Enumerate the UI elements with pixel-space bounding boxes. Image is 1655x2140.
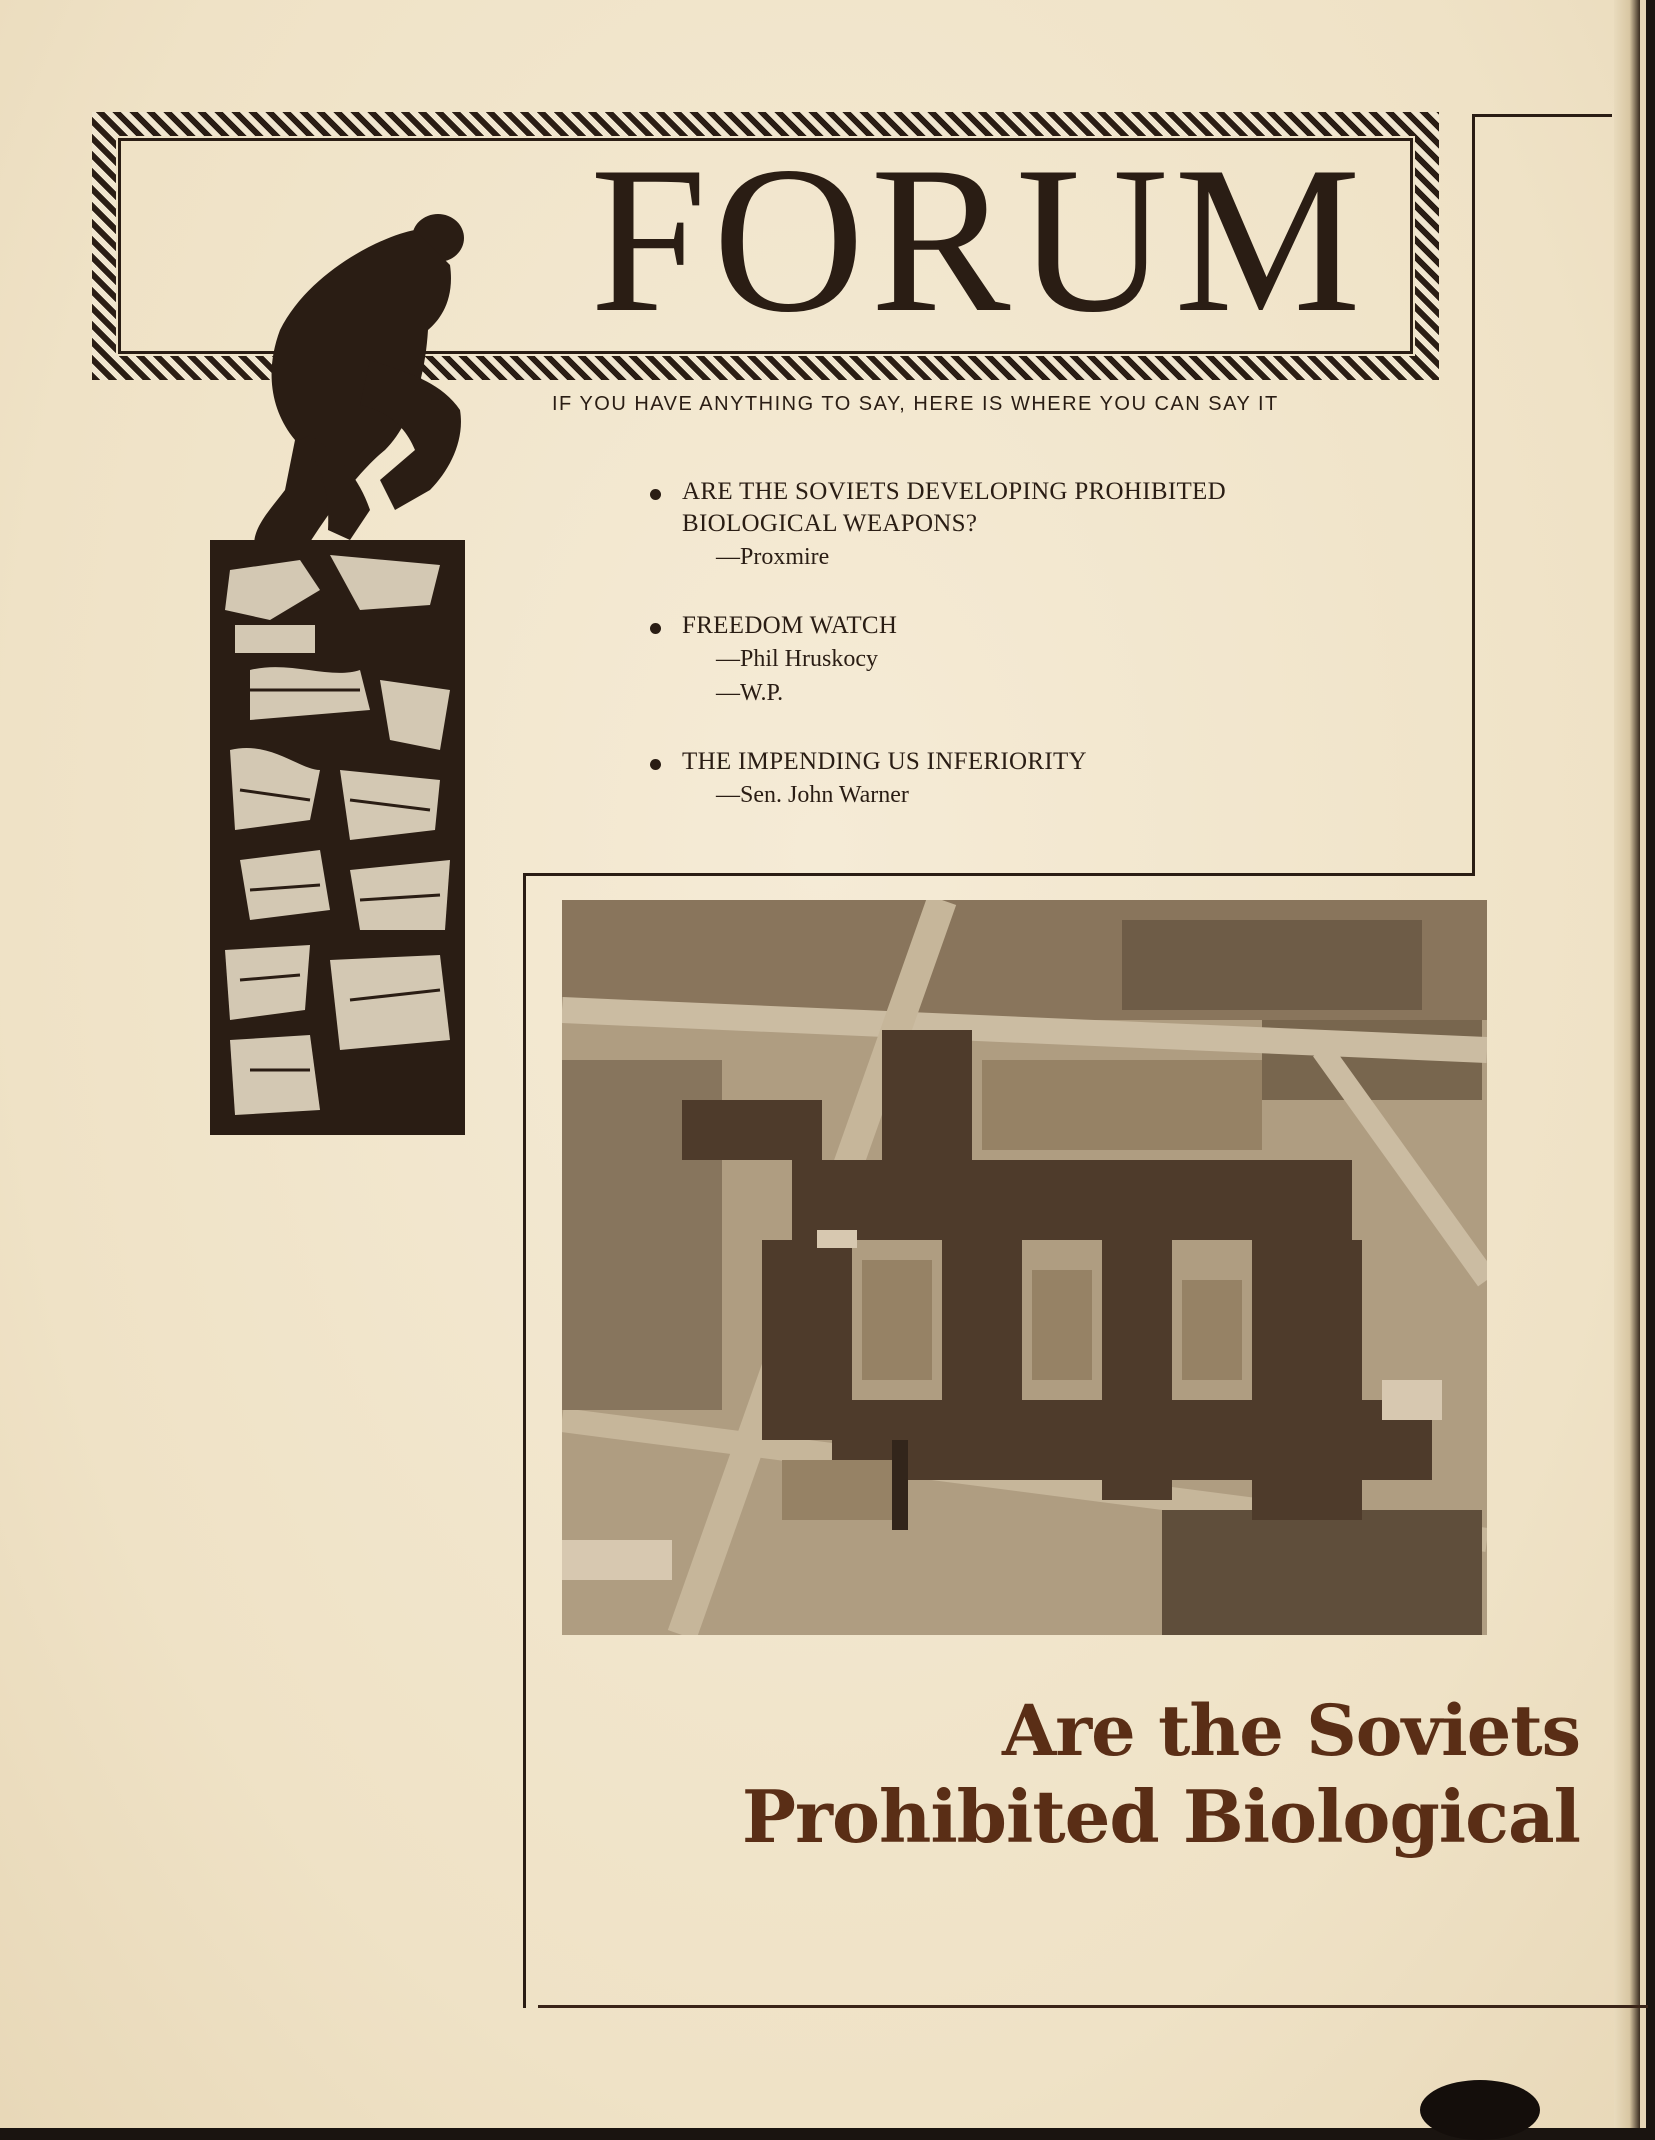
frame-rule [538,2005,1648,2008]
contents-list [650,476,1370,848]
frame-rule [1472,114,1475,876]
article-title: THE IMPENDING US INFERIORITY [682,748,1087,775]
headline-line: Are the Soviets [1001,1689,1580,1772]
bullet-icon [650,759,661,770]
thinker-statue-illustration [210,210,475,1135]
list-item [650,610,1370,710]
bullet-icon [650,623,661,634]
page-edge [1614,0,1640,2128]
frame-rule [523,873,1475,876]
article-author: —Sen. John Warner [716,782,909,808]
masthead-title: FORUM [590,124,1367,356]
article-headline [560,1690,1580,1862]
bullet-icon [650,489,661,500]
aerial-laboratory-photo [562,900,1487,1635]
article-author: —Proxmire [716,544,830,570]
list-item [650,746,1370,812]
frame-rule [523,873,526,2008]
article-title: BIOLOGICAL WEAPONS? [682,510,978,537]
frame-rule [1472,114,1612,117]
list-item [650,476,1370,574]
article-author: —Phil Hruskocy [716,646,878,672]
article-title: FREEDOM WATCH [682,612,898,639]
ink-stain [1420,2080,1540,2140]
headline-line: Prohibited Biological [741,1774,1580,1859]
masthead-tagline: IF YOU HAVE ANYTHING TO SAY, HERE IS WHERE YOU CAN SAY IT [552,393,1279,415]
article-title: ARE THE SOVIETS DEVELOPING PROHIBITED [682,478,1226,505]
article-author: —W.P. [716,680,784,706]
